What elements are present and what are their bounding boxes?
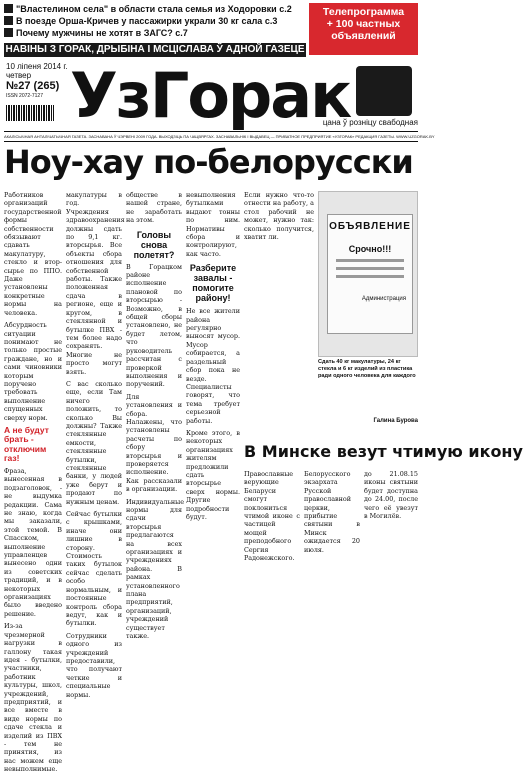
paragraph: Для установления и сбора. Налажены, что установлены расчеты по сбору вторсырья и проверяется исполнение. Как рассказали в организации. <box>126 392 182 494</box>
paragraph: до 21.08.15 иконы святыни будет доступна до 24.00, после чего её увезут в Могилёв. <box>364 470 418 521</box>
price-tagline: цана ў розніцу свабодная <box>322 118 418 127</box>
paragraph: Фраза, вынесенная в подзаголовок, - не выдумка редакции. Сама не знаю, когда мы заказали, этой темой. В Спасском, выполнение управленцев вынесено одни из советских традиций, и в некоторых организациях было введено решение. <box>4 466 62 618</box>
newspaper-masthead: УзГорак <box>70 59 351 132</box>
secondary-column-1 <box>244 470 300 616</box>
promo-line: Телепрограмма <box>322 6 405 18</box>
secondary-headline: В Минске везут чтимую икону <box>244 442 523 461</box>
paragraph: Православные верующие Беларуси смогут поклониться чтимой иконе с частицей мощей преподобного Сергия Радонежского. <box>244 470 300 563</box>
publisher-info-line: АКАЛІСЫЧНАЯ АНТАЛІЧАТЫЧНАЯ ГАЗЕТА. ЗАСНАВАНА Ў ЧЭРВЕНІ 2009 ГОДА. ВЫХОДЗІЦЬ ПА ЧАЦВЯРГАХ. ЗАСНАВАЛЬНІК І ВЫДАВЕЦ — ПРИВАТНОЕ ПРЕДПРИЯТИЕ «УЗГОРАК» РЕДАКЦИЯ ГАЗЕТЫ. WWW.UZGORAK.BY <box>4 131 418 142</box>
paragraph: обществе в нашей стране, не заработать на этом. <box>126 191 182 225</box>
paragraph: Не все жители района регулярно выносят мусор. Мусор собирается, а раздельный сбор пока не везде. Специалисты говорят, что тема требует серьезной работы. <box>186 307 240 425</box>
teaser-text: Почему мужчины не хотят в ЗАГС? с.7 <box>16 27 188 38</box>
paragraph: Если нужно что-то отнести на работу, а стол рабочий не может, нужно так: сколько получится, хватит ли. <box>244 191 314 242</box>
article-column-1 <box>4 191 62 774</box>
text-line <box>336 267 404 270</box>
promo-line: объявлений <box>331 30 396 42</box>
notice-photo <box>318 191 418 357</box>
teaser-item[interactable] <box>4 27 306 38</box>
paragraph: Работников организаций государственной формы собственности обязывают сдавать макулатуру, стекло и втор-сырье по ППО. Даже установлены конкретные нормы на человека. <box>4 191 62 317</box>
paragraph: Абсурдность ситуации понимают не только простые граждане, но и сами чиновники которым поручено требовать выполнение спущенных сверху норм. <box>4 321 62 422</box>
paragraph: Кроме этого, в некоторых организациях жителям предложили сдать вторсырье сверх нормы. Другие подробности будут. <box>186 428 240 521</box>
teaser-text: "Властелином села" в области стала семья из Ходоровки с.2 <box>16 3 292 14</box>
square-bullet-icon <box>4 4 13 13</box>
paragraph: Из-за чрезмерной нагрузки в галлону такая идея - бутылки, участники, работник культуры, школ, учреждений, предприятий, и все вместе в виде нормы по сдаче стекла и изделий из ПВХ - тем не принятия, из нас можем еще невыполнимые. <box>4 622 62 774</box>
notice-signature: Администрация <box>361 296 406 302</box>
issue-weekday: четвер <box>6 71 32 80</box>
promo-line: + 100 частных <box>326 18 401 30</box>
square-bullet-icon <box>4 16 13 25</box>
article-column-3 <box>126 191 185 641</box>
secondary-column-3 <box>364 470 418 616</box>
subheading: Головы снова полетят? <box>133 229 175 260</box>
photo-caption: Сдать 40 кг макулатуры, 24 кг стекла и 6 кг изделий из пластика ради одного человека для каждого <box>318 359 416 379</box>
main-headline: Ноу-хау по-белорусски <box>4 143 413 181</box>
boxed-subheading: Разберите завалы - помогите району! <box>189 263 237 304</box>
text-line <box>336 259 404 262</box>
paragraph: В Горацком районе исполнение плановой по вторсырью - Возможно, в общей сборы установлено, не будет летом, что руководитель рассчитан с проверкой выполнения и поручений. <box>126 262 182 389</box>
tv-program-promo[interactable] <box>309 3 418 55</box>
issue-info <box>6 62 68 121</box>
author-byline: Галина Бурова <box>373 418 418 424</box>
teaser-list <box>4 3 306 39</box>
article-column-5 <box>244 191 314 435</box>
teaser-item[interactable] <box>4 3 306 14</box>
paragraph: С вас сколько еще, если Там ничего положить, то сколько Вы должны? Также стеклянные емкости, стеклянные бутылки, стеклянные банки, у людей уже берут и продают по нужным ценам. <box>66 379 122 506</box>
article-column-2 <box>66 191 125 699</box>
paragraph: Сотрудники одного из учреждений предоставили, что получают четкие и специальные нормы. <box>66 631 122 699</box>
paragraph: Белорусского экзархата Русской православной церкви, прибытие святыни в Минск ожидается 20 июля. <box>304 470 360 554</box>
notice-title: ОБЪЯВЛЕНИЕ <box>329 221 411 232</box>
notice-paper <box>327 214 413 334</box>
secondary-column-2 <box>304 470 360 616</box>
issue-number: №27 (265) <box>6 80 60 92</box>
notice-urgent: Срочно!!! <box>348 244 392 254</box>
motto-banner: НАВІНЫ З ГОРАК, ДРЫБІНА І МСЦІСЛАВА Ў АДНОЙ ГАЗЕЦЕ <box>5 44 305 55</box>
issue-date: 10 ліпеня 2014 г. <box>6 62 68 71</box>
issn-code: ISSN 2072-7127 <box>6 93 43 99</box>
paragraph: Индивидуальные нормы для сдачи вторсырья предлагаются на всех организациях и учреждениях района. В рамках установленного плана предприятий, организаций, учреждений существует также. <box>126 497 185 641</box>
logo-mark-icon <box>356 66 412 116</box>
paragraph: невыполнения бутылками выдают тонны по ним. Нормативы сбора и контролируют, как часто. <box>186 191 240 258</box>
subheading: А не будут брать - отключим газ! <box>4 424 49 464</box>
text-line <box>336 275 404 278</box>
square-bullet-icon <box>4 28 13 37</box>
teaser-item[interactable] <box>4 15 306 26</box>
teaser-text: В поезде Орша-Кричев у пассажирки украли 30 кг сала с.3 <box>16 15 278 26</box>
paragraph: макулатуры в год. Учреждения здравоохранения должны сдать по 9,1 кг. вторсырья. Все объекты сбора отношения для собственной работы. Также положенная сдача в регионе, еще и кругом, в стеклянной и бутылке ПВХ - тем более надо сохранять. Многие не просто могут взять. <box>66 191 125 376</box>
barcode-icon <box>6 105 54 121</box>
paragraph: Сейчас бутылки с крышками, иначе они лишние в сторону. Стоимость таких бутылок сейчас сделать особо нормальным, и постоянные контроль сбора ведут, как и бутылки. <box>66 510 122 628</box>
article-column-4 <box>186 191 240 616</box>
